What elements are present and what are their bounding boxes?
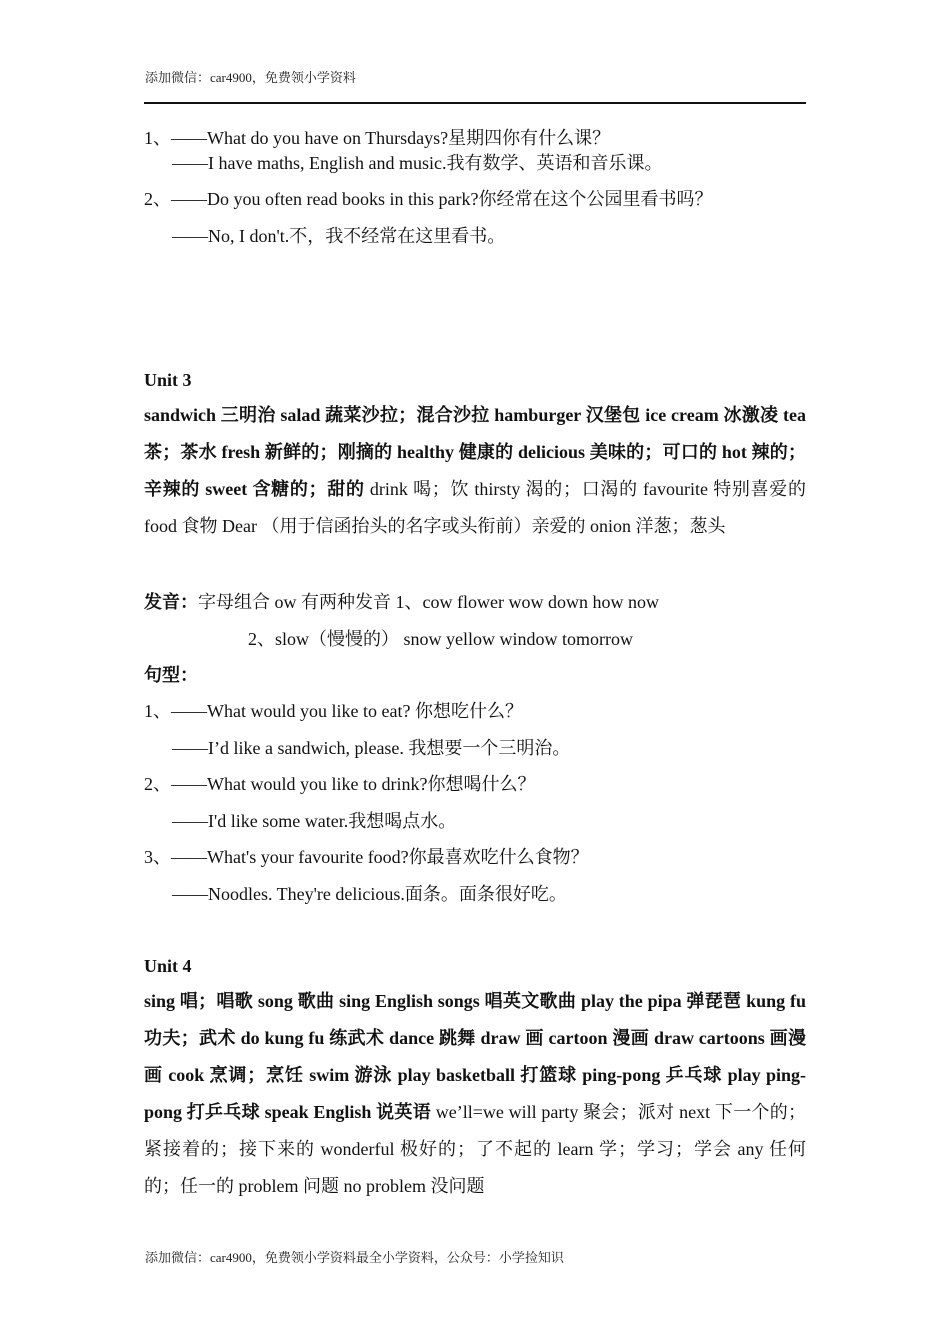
- dialogue-answer-2: ——No, I don't.不，我不经常在这里看书。: [172, 226, 506, 246]
- pronunciation-line-1: 字母组合 ow 有两种发音 1、cow flower wow down how now: [198, 592, 659, 612]
- pronunciation-line-2: 2、slow（慢慢的） snow yellow window tomorrow: [248, 629, 633, 649]
- unit4-vocab-core: sing 唱；唱歌 song 歌曲 sing English songs 唱英文歌曲 play the pipa 弹琵琶 kung fu 功夫；武术 do kung fu 练武术 dance 跳舞 draw 画 cartoon 漫画 draw cartoons 画漫画 cook 烹调；烹饪 swim 游泳 play basketball 打篮球 ping-pong 乒乓球 play ping-pong 打乒乓球 speak English 说英语: [144, 991, 806, 1122]
- unit4-vocab-extra: we’ll=we will party 聚会；派对 next 下一个的；紧接着的；接下来的 wonderful 极好的；了不起的 learn 学；学习；学会 any 任何的；任一的 problem 问题 no problem 没问题: [144, 1102, 806, 1196]
- unit3-vocab-core: sandwich 三明治 salad 蔬菜沙拉；混合沙拉 hamburger 汉堡包 ice cream 冰激凌 tea 茶；茶水 fresh 新鲜的；刚摘的 healthy 健康的 delicious 美味的；可口的 hot 辣的；辛辣的 sweet 含糖的；甜的: [144, 405, 806, 499]
- unit3-question-3: 3、——What's your favourite food?你最喜欢吃什么食物？: [144, 847, 589, 867]
- unit3-question-2: 2、——What would you like to drink?你想喝什么？: [144, 774, 536, 794]
- unit3-pronunciation: [144, 590, 806, 614]
- unit3-question-1: 1、——What would you like to eat? 你想吃什么？: [144, 701, 523, 721]
- unit3-answer-2: ——I'd like some water.我想喝点水。: [172, 811, 457, 831]
- unit4-title: Unit 4: [144, 956, 192, 976]
- unit3-answer-3: ——Noodles. They're delicious.面条。面条很好吃。: [172, 884, 567, 904]
- unit3-vocab-extra: drink 喝；饮 thirsty 渴的；口渴的 favourite 特别喜爱的 food 食物 Dear （用于信函抬头的名字或头衔前）亲爱的 onion 洋葱；葱头: [144, 479, 806, 536]
- unit4-vocabulary: [144, 983, 806, 1205]
- unit3-vocabulary: [144, 397, 806, 545]
- unit3-title: Unit 3: [144, 370, 192, 390]
- dialogue-question-1: 1、——What do you have on Thursdays?星期四你有什么课？: [144, 128, 611, 148]
- dialogue-answer-1: ——I have maths, English and music.我有数学、英语和音乐课。: [172, 153, 663, 173]
- page-header: 添加微信：car4900，免费领小学资料: [145, 70, 356, 85]
- sentence-patterns-label: 句型：: [144, 665, 198, 685]
- unit3-answer-1: ——I’d like a sandwich, please. 我想要一个三明治。: [172, 738, 571, 758]
- pronunciation-label: 发音：: [144, 592, 198, 612]
- dialogue-question-2: 2、——Do you often read books in this park?你经常在这个公园里看书吗？: [144, 189, 713, 209]
- header-rule: [144, 102, 806, 104]
- page-footer: 添加微信：car4900，免费领小学资料最全小学资料，公众号：小学捡知识: [145, 1250, 564, 1265]
